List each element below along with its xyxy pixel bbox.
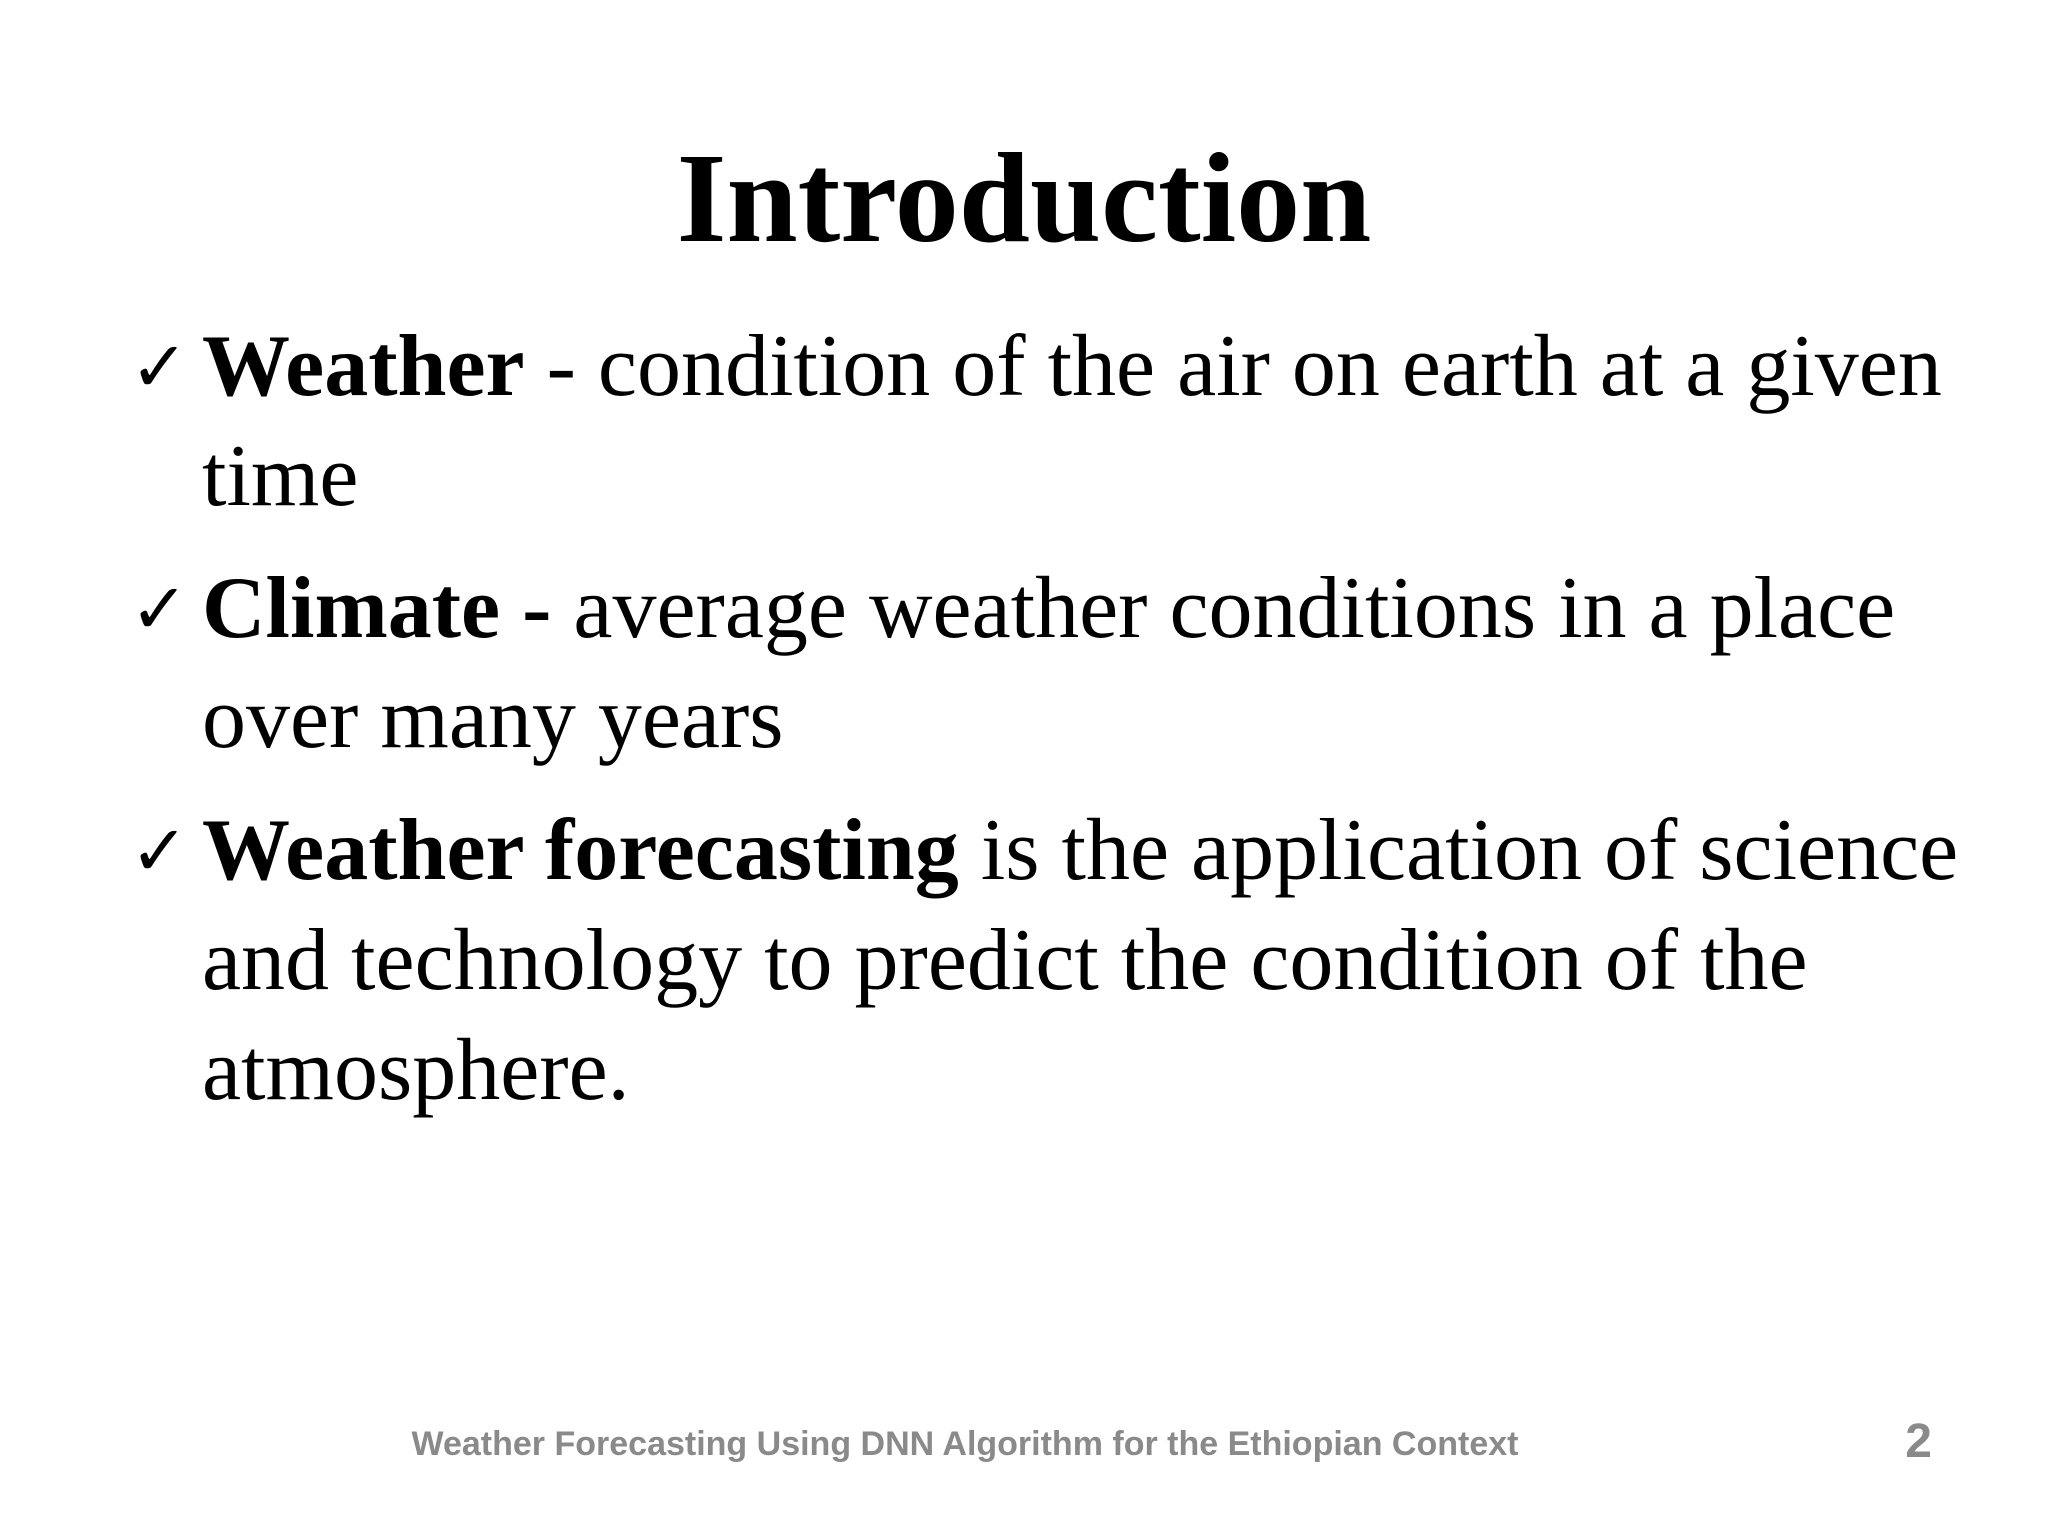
bullet-term: Climate -: [202, 560, 552, 657]
slide-footer: Weather Forecasting Using DNN Algorithm for the Ethiopian Context: [411, 1425, 1519, 1463]
check-mark-icon: ✓: [130, 326, 189, 408]
bullet-definition: average weather conditions in a place over many years: [202, 560, 1896, 767]
bullet-definition: is the application of science and technology to predict the condition of the atmosphere.: [202, 802, 1959, 1119]
bullet-item-weather-forecasting: [130, 796, 1970, 1126]
bullet-term: Weather: [202, 318, 525, 415]
bullet-item-weather: [130, 312, 1970, 532]
check-mark-icon: ✓: [130, 810, 189, 892]
page-number: 2: [1905, 1415, 1932, 1468]
bullet-list: [130, 312, 1970, 1148]
bullet-term: Weather forecasting: [202, 802, 959, 899]
bullet-definition: - condition of the air on earth at a given time: [202, 318, 1942, 525]
bullet-item-climate: [130, 554, 1970, 774]
slide-title: Introduction: [676, 127, 1372, 269]
check-mark-icon: ✓: [130, 568, 189, 650]
